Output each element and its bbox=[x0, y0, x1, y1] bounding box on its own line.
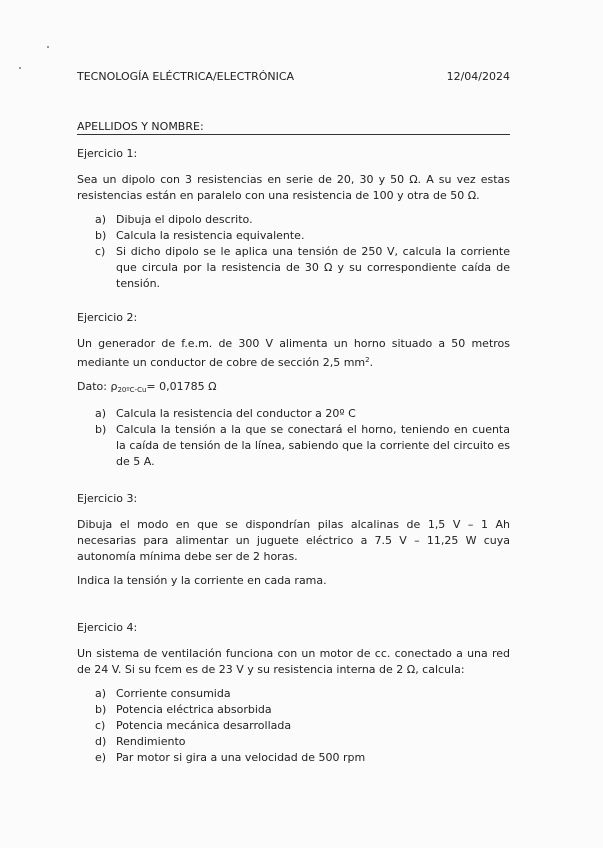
item-letter: b) bbox=[95, 229, 107, 242]
exercise-statement bbox=[77, 336, 510, 371]
statement-text: Un generador de f.e.m. de 300 V alimenta un horno situado a 50 metros mediante un conductor de cobre de sección 2,5 mm bbox=[77, 337, 510, 369]
student-name-line[interactable] bbox=[77, 120, 510, 135]
exercise-1 bbox=[77, 146, 510, 292]
exercise-items bbox=[77, 406, 510, 470]
statement-end: . bbox=[369, 356, 374, 369]
item-letter: a) bbox=[95, 407, 107, 420]
exercise-4 bbox=[77, 620, 510, 766]
item-text: Si dicho dipolo se le aplica una tensión de 250 V, calcula la corriente que circula por la resistencia de 30 Ω y su correspondiente caída de tensión. bbox=[116, 245, 510, 290]
list-item bbox=[77, 734, 510, 750]
list-item bbox=[77, 406, 510, 422]
exercise-items bbox=[77, 686, 510, 766]
item-letter: c) bbox=[95, 719, 106, 732]
subject-title: TECNOLOGÍA ELÉCTRICA/ELECTRÓNICA bbox=[77, 70, 295, 83]
exercise-3 bbox=[77, 491, 510, 589]
item-text: Par motor si gira a una velocidad de 500 rpm bbox=[116, 751, 366, 764]
exam-header bbox=[77, 70, 510, 86]
list-item bbox=[77, 750, 510, 766]
list-item bbox=[77, 228, 510, 244]
scan-speck bbox=[19, 67, 21, 69]
exercise-statement: Un sistema de ventilación funciona con un motor de cc. conectado a una red de 24 V. Si su fcem es de 23 V y su resistencia interna de 2 Ω, calcula: bbox=[77, 647, 510, 676]
list-item bbox=[77, 702, 510, 718]
exercise-title: Ejercicio 4: bbox=[77, 621, 138, 634]
exercise-statement: Dibuja el modo en que se dispondrían pilas alcalinas de 1,5 V – 1 Ah necesarias para alimentar un juguete eléctrico a 7.5 V – 11,25 W cuya autonomía mínima debe ser de 2 horas. bbox=[77, 518, 510, 563]
item-letter: d) bbox=[95, 735, 107, 748]
exercise-title: Ejercicio 2: bbox=[77, 311, 138, 324]
item-letter: a) bbox=[95, 687, 107, 700]
list-item bbox=[77, 422, 510, 470]
item-text: Corriente consumida bbox=[116, 687, 231, 700]
scan-speck bbox=[47, 46, 49, 48]
list-item bbox=[77, 244, 510, 292]
item-text: Potencia eléctrica absorbida bbox=[116, 703, 272, 716]
item-letter: e) bbox=[95, 751, 107, 764]
data-line bbox=[77, 379, 510, 398]
list-item bbox=[77, 212, 510, 228]
dato-label: Dato: ρ bbox=[77, 380, 118, 393]
item-text: Calcula la resistencia del conductor a 20º C bbox=[116, 407, 356, 420]
exercise-title: Ejercicio 1: bbox=[77, 147, 138, 160]
exercise-2 bbox=[77, 310, 510, 470]
superscript: 2 bbox=[365, 356, 370, 364]
item-letter: b) bbox=[95, 423, 107, 436]
dato-subscript: 20ºC-Cu bbox=[117, 386, 147, 394]
item-text: Calcula la tensión a la que se conectará el horno, teniendo en cuenta la caída de tensión de la línea, sabiendo que la corriente del circuito es de 5 A. bbox=[116, 423, 510, 468]
item-text: Dibuja el dipolo descrito. bbox=[116, 213, 253, 226]
item-letter: c) bbox=[95, 245, 106, 258]
exercise-title: Ejercicio 3: bbox=[77, 492, 138, 505]
item-text: Calcula la resistencia equivalente. bbox=[116, 229, 305, 242]
list-item bbox=[77, 686, 510, 702]
item-letter: a) bbox=[95, 213, 107, 226]
exam-date: 12/04/2024 bbox=[446, 70, 510, 83]
list-item bbox=[77, 718, 510, 734]
exercise-statement: Sea un dipolo con 3 resistencias en serie de 20, 30 y 50 Ω. A su vez estas resistencias están en paralelo con una resistencia de 100 y otra de 50 Ω. bbox=[77, 173, 510, 202]
item-text: Rendimiento bbox=[116, 735, 186, 748]
item-text: Potencia mecánica desarrollada bbox=[116, 719, 292, 732]
name-label: APELLIDOS Y NOMBRE: bbox=[77, 120, 204, 133]
item-letter: b) bbox=[95, 703, 107, 716]
exercise-statement-2: Indica la tensión y la corriente en cada rama. bbox=[77, 574, 327, 587]
exercise-items bbox=[77, 212, 510, 292]
dato-value: = 0,01785 Ω bbox=[146, 380, 217, 393]
